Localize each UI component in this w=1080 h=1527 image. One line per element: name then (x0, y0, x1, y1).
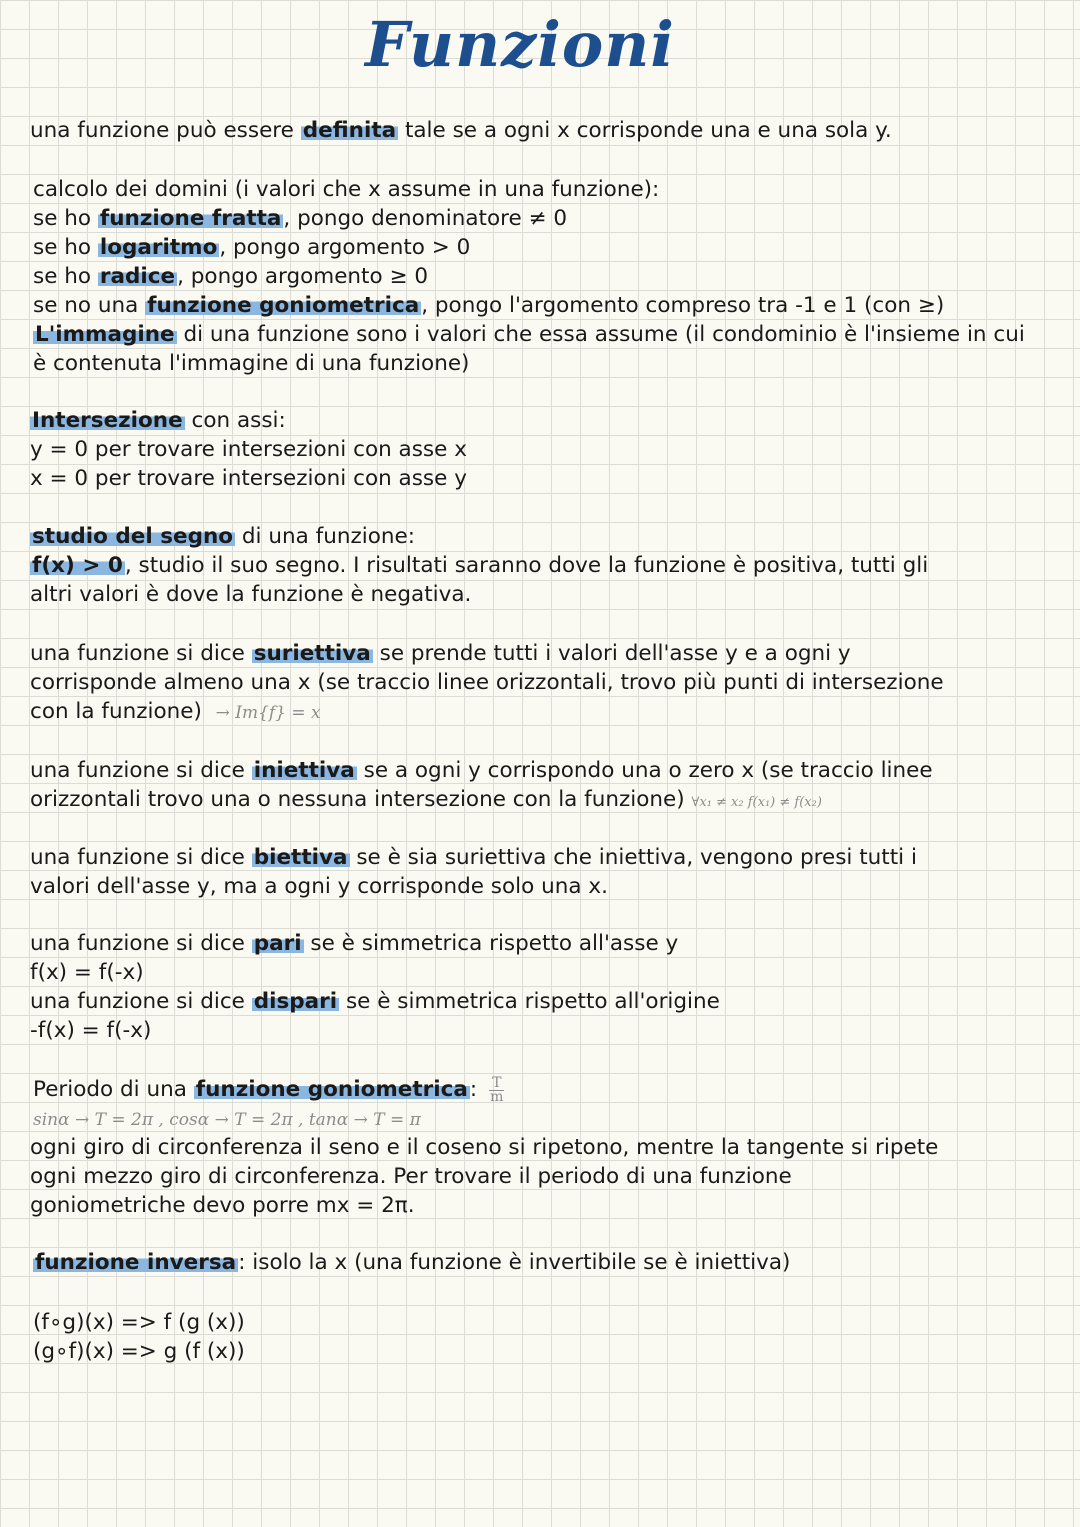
intersezione-heading: Intersezione con assi: (32, 408, 286, 433)
periodo-heading: Periodo di una funzione goniometrica: $\frac{T}{m}$ (33, 1074, 504, 1105)
pari-formula: f(x) = f(-x) (30, 960, 144, 985)
intro-line: una funzione può essere definita tale se a ogni x corrisponde una e una sola y. (30, 118, 892, 143)
suriettiva-handwritten-note: → Im{f} = x (215, 703, 321, 723)
domini-logaritmo: se ho logaritmo, pongo argomento > 0 (33, 235, 471, 260)
domini-goniometrica: se no una funzione goniometrica, pongo l'argomento compreso tra -1 e 1 (con ≥) (33, 293, 945, 318)
page-title: Funzioni (365, 8, 675, 81)
suriettiva-line-3: con la funzione) → Im{f} = x (30, 699, 321, 724)
biettiva-line-1: una funzione si dice biettiva se è sia suriettiva che iniettiva, vengono presi tutti i (30, 845, 917, 870)
iniettiva-line-1: una funzione si dice iniettiva se a ogni y corrispondo una o zero x (se traccio linee (30, 758, 933, 783)
biettiva-line-2: valori dell'asse y, ma a ogni y corrisponde solo una x. (30, 874, 608, 899)
iniettiva-handwritten-note: ∀x₁ ≠ x₂ f(x₁) ≠ f(x₂) (691, 795, 822, 810)
segno-heading: studio del segno di una funzione: (32, 524, 415, 549)
segno-line-2: f(x) > 0, studio il suo segno. I risultati saranno dove la funzione è positiva, tutti gli (32, 553, 929, 578)
periodo-line-4: ogni mezzo giro di circonferenza. Per trovare il periodo di una funzione (30, 1164, 792, 1189)
dispari-formula: -f(x) = f(-x) (30, 1018, 152, 1043)
composizione-line-1: (f∘g)(x) => f (g (x)) (33, 1310, 245, 1335)
domini-fratta: se ho funzione fratta, pongo denominatore ≠ 0 (33, 206, 568, 231)
inversa-line: funzione inversa: isolo la x (una funzione è invertibile se è iniettiva) (35, 1250, 791, 1275)
domini-radice: se ho radice, pongo argomento ≥ 0 (33, 264, 429, 289)
immagine-line-1: L'immagine di una funzione sono i valori che essa assume (il condominio è l'insieme in cui (35, 322, 1025, 347)
highlight-definita: definita (302, 118, 397, 143)
composizione-line-2: (g∘f)(x) => g (f (x)) (33, 1339, 245, 1364)
immagine-line-2: è contenuta l'immagine di una funzione) (33, 351, 470, 376)
segno-line-3: altri valori è dove la funzione è negativa. (30, 582, 472, 607)
periodo-line-3: ogni giro di circonferenza il seno e il coseno si ripetono, mentre la tangente si ripete (30, 1135, 939, 1160)
iniettiva-line-2: orizzontali trovo una o nessuna intersezione con la funzione) ∀x₁ ≠ x₂ f(x₁) ≠ f(x₂) (30, 787, 822, 812)
periodo-handwritten-note: sinα → T = 2π , cosα → T = 2π , tanα → T = π (33, 1110, 421, 1130)
domini-heading: calcolo dei domini (i valori che x assume in una funzione): (33, 177, 660, 202)
periodo-line-5: goniometriche devo porre mx = 2π. (30, 1193, 415, 1218)
pari-line: una funzione si dice pari se è simmetrica rispetto all'asse y (30, 931, 679, 956)
intersezione-line-1: y = 0 per trovare intersezioni con asse x (30, 437, 467, 462)
suriettiva-line-1: una funzione si dice suriettiva se prende tutti i valori dell'asse y e a ogni y (30, 641, 851, 666)
periodo-fraction: $\frac{T}{m}$ (490, 1074, 504, 1105)
dispari-line: una funzione si dice dispari se è simmetrica rispetto all'origine (30, 989, 720, 1014)
intersezione-line-2: x = 0 per trovare intersezioni con asse y (30, 466, 467, 491)
suriettiva-line-2: corrisponde almeno una x (se traccio linee orizzontali, trovo più punti di intersezione (30, 670, 944, 695)
